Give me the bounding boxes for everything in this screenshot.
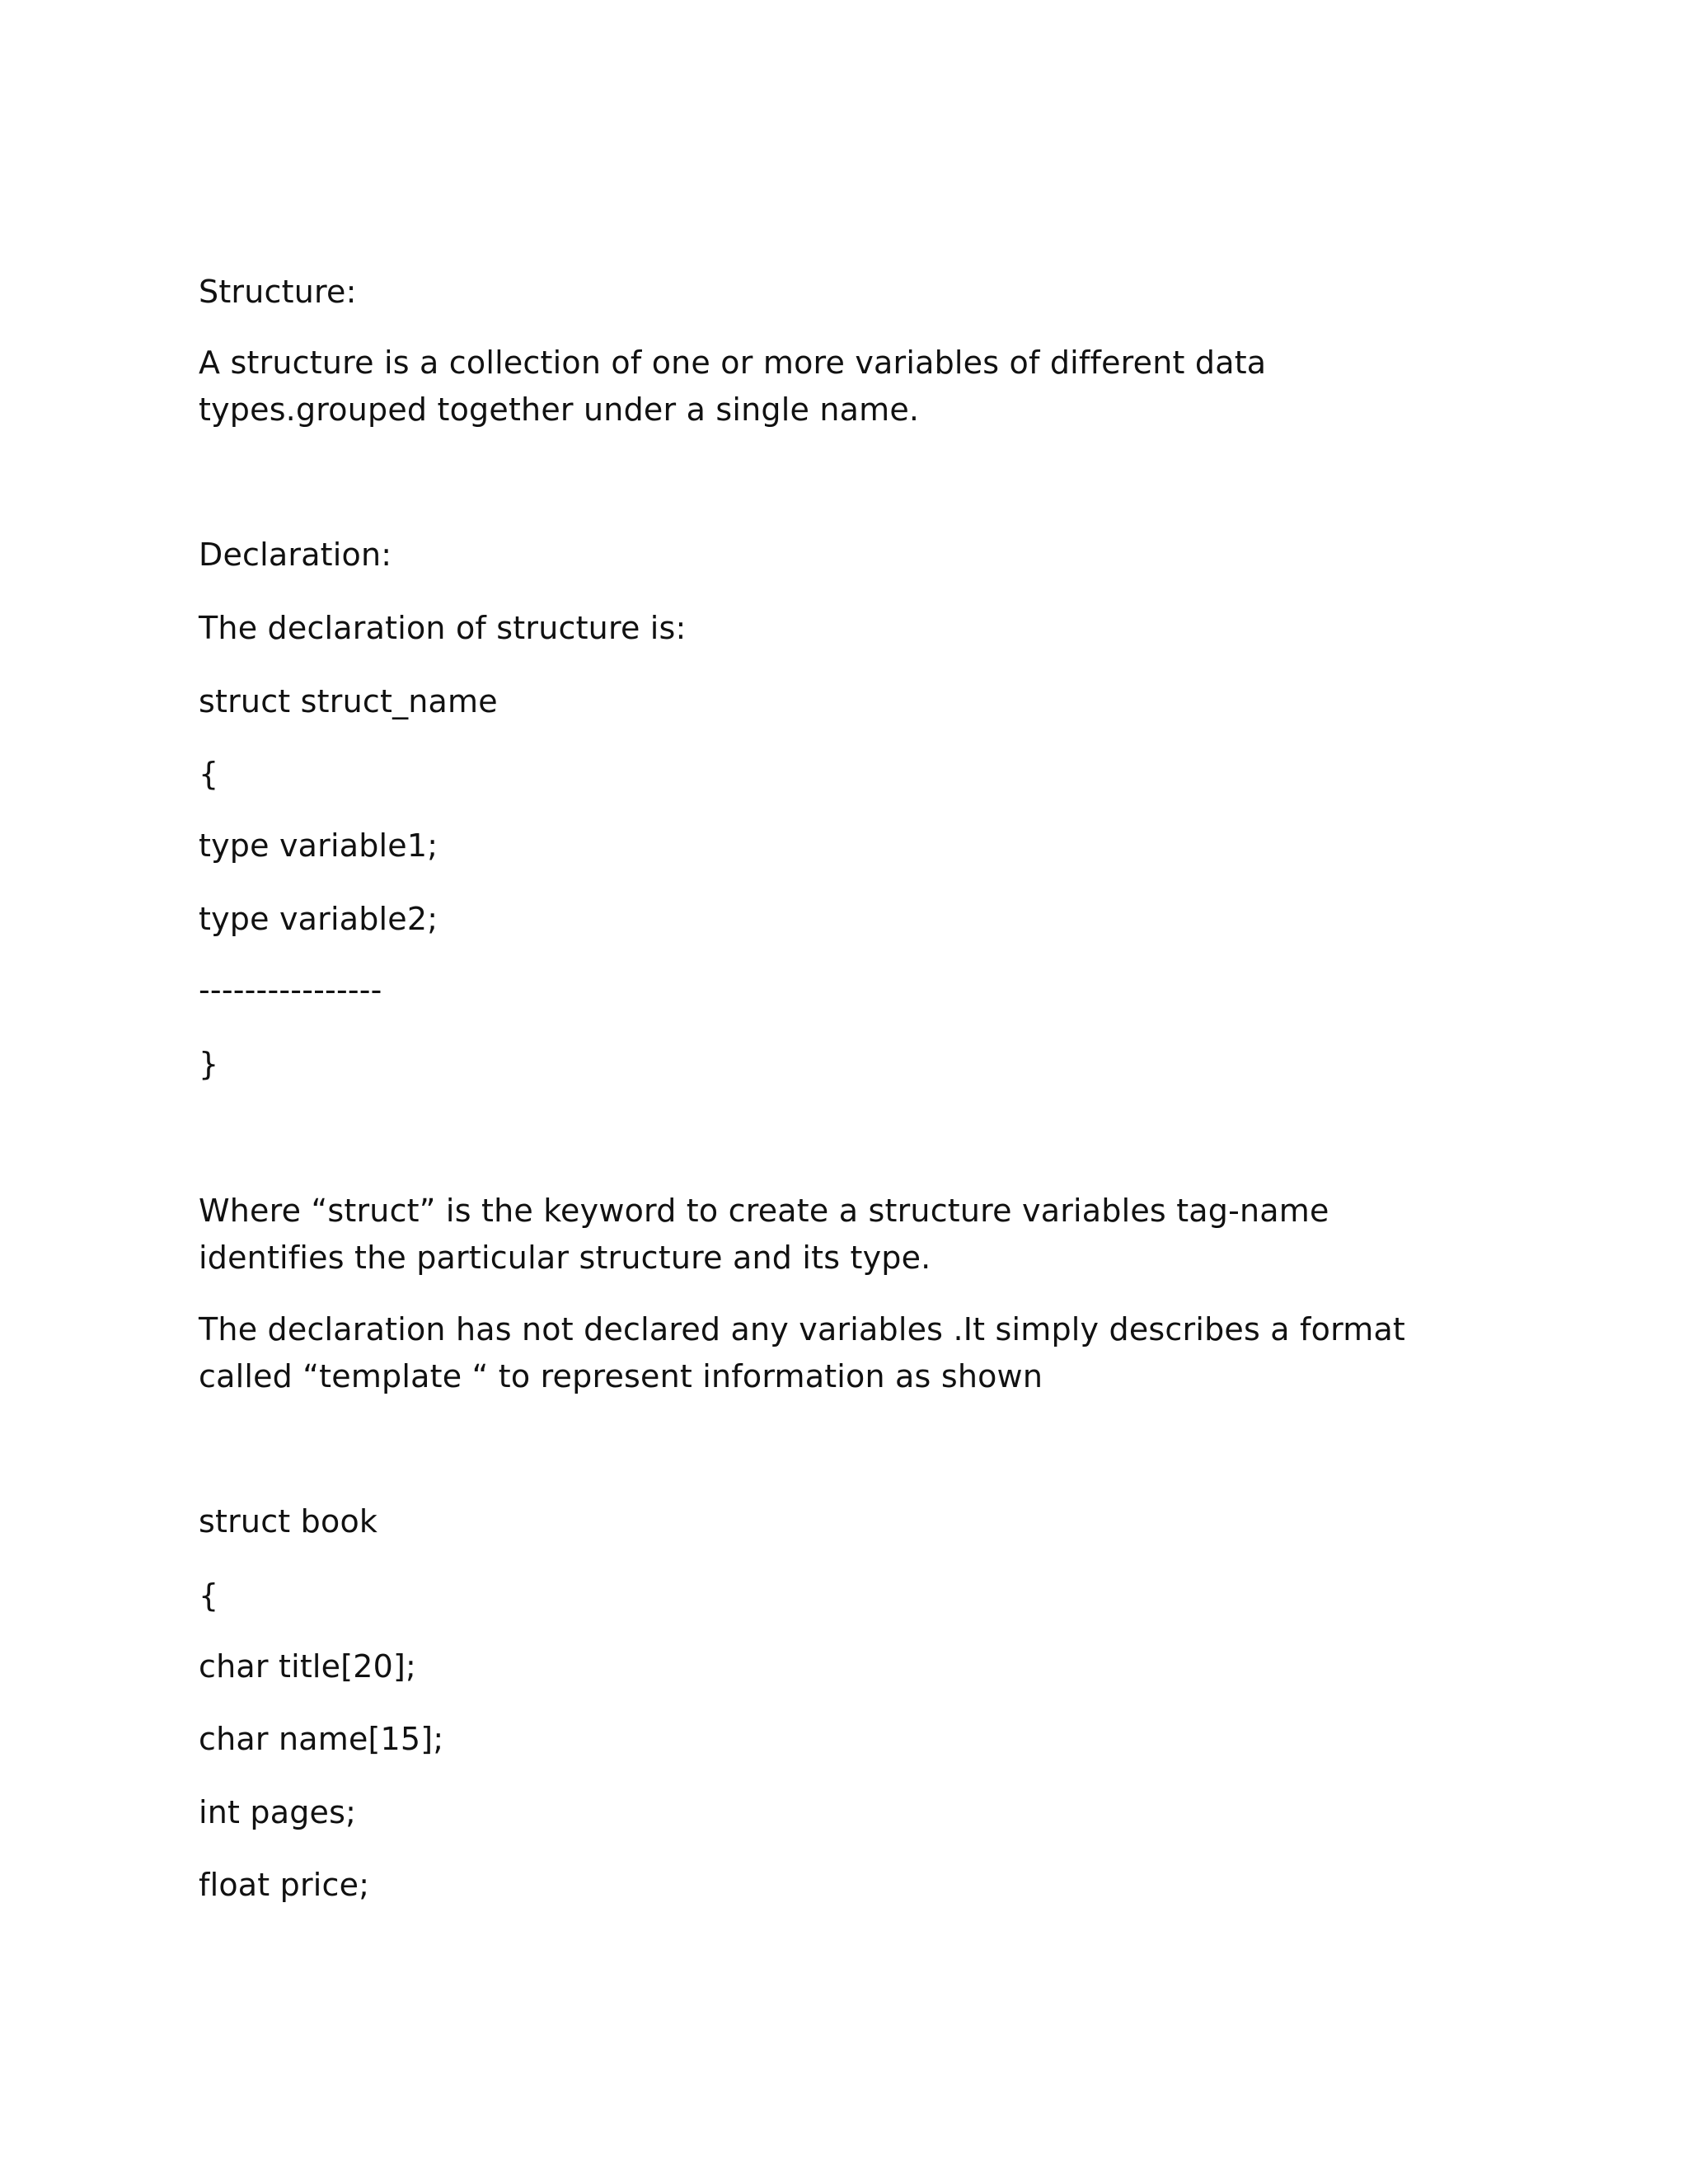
syntax-variable-2: type variable2; — [199, 901, 438, 937]
example-price-field: float price; — [199, 1867, 370, 1903]
where-line-2: identifies the particular structure and its type. — [199, 1240, 931, 1276]
structure-definition-line-2: types.grouped together under a single name. — [199, 391, 920, 428]
syntax-variable-1: type variable1; — [199, 827, 438, 864]
example-open-brace: { — [199, 1577, 219, 1614]
example-name-field: char name[15]; — [199, 1721, 444, 1757]
template-line-1: The declaration has not declared any variables .It simply describes a format — [199, 1311, 1406, 1347]
declaration-heading: Declaration: — [199, 537, 392, 573]
example-pages-field: int pages; — [199, 1794, 357, 1830]
where-line-1: Where “struct” is the keyword to create a structure variables tag-name — [199, 1193, 1329, 1229]
example-struct-line: struct book — [199, 1503, 378, 1540]
syntax-dashes: ---------------- — [199, 972, 382, 1008]
example-title-field: char title[20]; — [199, 1648, 417, 1685]
structure-definition-line-1: A structure is a collection of one or more variables of different data — [199, 344, 1267, 381]
syntax-open-brace: { — [199, 756, 219, 792]
syntax-close-brace: } — [199, 1046, 219, 1082]
template-line-2: called “template “ to represent information as shown — [199, 1358, 1043, 1394]
declaration-intro: The declaration of structure is: — [199, 610, 687, 646]
syntax-struct-line: struct struct_name — [199, 683, 498, 719]
structure-heading: Structure: — [199, 274, 357, 310]
